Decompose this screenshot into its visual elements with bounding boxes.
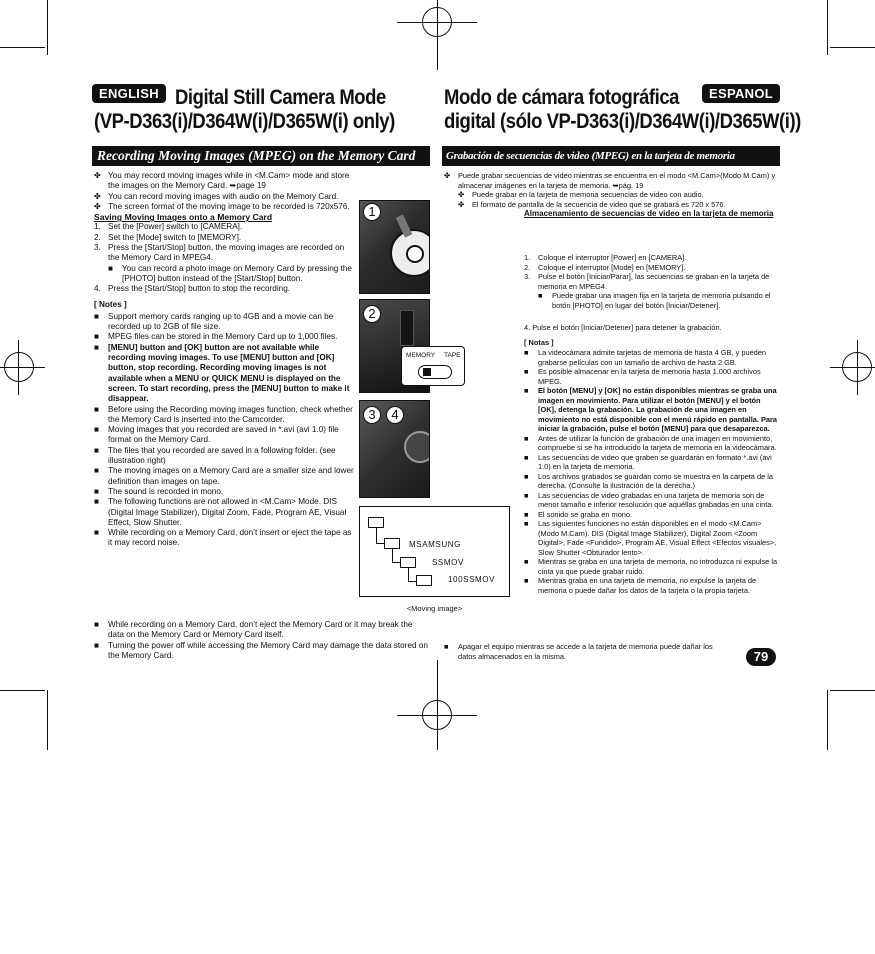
section-band-en: Recording Moving Images (MPEG) on the Memory Card [92,146,430,166]
title-en-line2: (VP-D363(i)/D364W(i)/D365W(i) only) [94,110,395,133]
note-item: ■ Apagar el equipo mientras se accede a la tarjeta de memoria puede dañar los datos almacenados en la misma. [444,642,713,661]
step-item: 2. Set the [Mode] switch to [MEMORY]. [94,232,242,242]
step-item: 2. Coloque el interruptor [Mode] en [MEMORY]. [524,262,686,272]
note-item: ■ El botón [MENU] y [OK] no están disponibles mientras se graba una imagen en movimiento. Para utilizar el botón [MENU] y el botón [OK], detenga la grabación. La grabación de una imagen en movimiento no está disponible con el menú rápido en pantalla. Para iniciar la grabación, pulse el botón [MENU] para que desaparezca. [524,386,778,433]
note-item: ■ Turning the power off while accessing the Memory Card may damage the data stored on the Memory Card. [94,640,428,660]
intro-item: ✤ El formato de pantalla de la secuencia de video que se grabará es 720 x 576. [458,199,726,209]
notes-heading: [ Notas ] [524,337,554,347]
page-number: 79 [746,648,776,666]
espanol-tag: ESPANOL [702,84,780,103]
note-item: ■ Mientras graba en una tarjeta de memoria, no expulse la tarjeta de memoria o puede dañar los datos de la tarjeta o la propia tarjeta. [524,576,757,595]
diagram-caption: <Moving image> [406,604,463,613]
note-item: ■ Las secuencias de video que graben se guardarán en formato *.avi (avi 1.0) en la tarjeta de memoria. [524,452,772,471]
note-item: ■ [MENU] button and [OK] button are not available while recording moving images. To use [MENU] button and [OK] button, stop recording. Recording moving images is not available when a MENU or QUICK MENU is displayed on the screen. To start recording, press the [MENU] button to make it disappear. [94,342,350,404]
note-item: ■ The moving images on a Memory Card are a smaller size and lower definition than images on tape. [94,466,354,486]
spanish-column-last [444,642,720,661]
step-badge-4: 4 [386,406,404,424]
note-item: ■ While recording on a Memory Card, don’t insert or eject the tape as it may record noise. [94,528,352,548]
note-item: ■ Es posible almacenar en la tarjeta de memoria hasta 1.000 archivos MPEG. [524,367,761,386]
intro-item: ✤ Puede grabar secuencias de video mientras se encuentra en el modo <M.Cam>(Modo M.Cam) y almacenar imágenes en la tarjeta de memoria. ➥pág. 19 [444,171,776,190]
folder-diagram [359,506,510,597]
step-subitem: ■ You can record a photo image on Memory Card by pressing the [PHOTO] button instead of the [Start/Stop] button. [108,263,352,283]
step-item: 4. Pulse el botón [Iniciar/Detener] para detener la grabación. [524,323,722,332]
registration-mark-bottom [422,700,452,730]
note-item: ■ La videocámara admite tarjetas de memoria de hasta 4 GB, y pueden grabarse películas con un tamaño de archivo de hasta 2 GB. [524,348,767,367]
mode-slider [418,365,452,379]
english-column-wide [94,620,430,661]
note-item: ■ Los archivos grabados se guardan como se muestra en la carpeta de la derecha. (Consulte la ilustración de la derecha.) [524,471,773,490]
intro-item: ✤ The screen format of the moving image to be recorded is 720x576. [94,201,350,211]
step-subitem: ■ Puede grabar una imagen fija en la tarjeta de memoria pulsando el botón [PHOTO] en lugar del botón [Iniciar/Detener]. [538,291,771,310]
note-item: ■ Las secuencias de video grabadas en una tarjeta de memoria son de menor tamaño e inferior resolución que aquéllas grabadas en una cinta. [524,490,774,509]
step-item: 4. Press the [Start/Stop] button to stop the recording. [94,284,291,294]
step-badge-1: 1 [363,203,381,221]
folder-100ssmov: 100SSMOV [448,575,496,584]
mode-switch-callout [401,346,465,386]
note-item: ■ The sound is recorded in mono. [94,486,224,496]
title-es-line2: digital (sólo VP-D363(i)/D364W(i)/D365W(i)) [444,110,801,133]
folder-icon [384,538,400,549]
note-item: ■ Antes de utilizar la función de grabación de una imagen en movimiento, compruebe si se ha introducido la tarjeta de memoria en la videocámara. [524,433,777,452]
saving-heading: Almacenamiento de secuencias de video en la tarjeta de memoria [524,209,774,218]
title-en-line1: Digital Still Camera Mode [175,86,386,109]
trim-mark-tl-v [47,0,48,55]
registration-mark-top [422,7,452,37]
trim-mark-tl-h [0,47,45,48]
saving-heading: Saving Moving Images onto a Memory Card [94,212,273,223]
tape-label: TAPE [444,352,461,359]
intro-item: ✤ You may record moving images while in <M.Cam> mode and store the images on the Memory Card. ➥page 19 [94,171,350,191]
note-item: ■ Support memory cards ranging up to 4GB and a movie can be recorded up to 2GB of file size. [94,311,334,332]
note-item: ■ The following functions are not allowed in <M.Cam> Mode. DIS (Digital Image Stabilizer), Digital Zoom, Fade, Program AE, Visual Effect, Slow Shutter. [94,497,347,527]
trim-mark-tr-h [830,47,875,48]
english-tag: ENGLISH [92,84,166,103]
step-badge-2: 2 [363,305,381,323]
registration-mark-left [4,352,34,382]
title-es-line1: Modo de cámara fotográfica [444,86,680,109]
folder-icon [400,557,416,568]
note-item: ■ Las siguientes funciones no están disponibles en el modo <M.Cam>(Modo M.Cam). DIS (Digital Image Stabilizer), Digital Zoom <Zoom Digital>, Fade <Fundido>, Program AE, Visual Effect <Efectos visuales>, Slow Shutter <Obturador lento>. [524,519,777,557]
intro-item: ✤ Puede grabar en la tarjeta de memoria secuencias de video con audio. [458,190,704,199]
trim-mark-bl-v [47,690,48,750]
note-item: ■ Moving images that you recorded are saved in *.avi (avi 1.0) file format on the Memory Card. [94,425,339,445]
notes-heading: [ Notes ] [94,299,127,309]
step-badge-3: 3 [363,406,381,424]
folder-ssmov: SSMOV [432,558,464,567]
folder-msamsung: MSAMSUNG [409,540,461,549]
step-item: 1. Coloque el interruptor [Power] en [CAMERA]. [524,253,687,262]
note-item: ■ El sonido se graba en mono. [524,509,633,519]
step-item: 3. Pulse el botón [Iniciar/Parar], las secuencias se graban en la tarjeta de memoria en MPEG4. [524,272,770,291]
step-item: 3. Press the [Start/Stop] button, the moving images are recorded on the Memory Card in MPEG4. [94,243,345,263]
trim-mark-br-v [827,690,828,750]
note-item: ■ MPEG files can be stored in the Memory Card up to 1,000 files. [94,332,338,342]
note-item: ■ Mientras se graba en una tarjeta de memoria, no introduzca ni expulse la cinta ya que puede grabar ruido. [524,557,778,576]
note-item: ■ The files that you recorded are saved in a following folder. (see illustration right) [94,445,336,466]
trim-mark-br-h [830,690,875,691]
note-item: ■ While recording on a Memory Card, don’t eject the Memory Card or it may break the data on the Memory Card or Memory Card itself. [94,620,413,640]
folder-icon [416,575,432,586]
note-item: ■ Before using the Recording moving images function, check whether the Memory Card is inserted into the Camcorder. [94,404,353,424]
section-band-es: Grabación de secuencias de video (MPEG) en la tarjeta de memoria [442,146,780,166]
memory-label: MEMORY [406,352,436,359]
trim-mark-bl-h [0,690,45,691]
spanish-column-steps [524,253,780,310]
registration-mark-right [842,352,872,382]
folder-icon [368,517,384,528]
intro-item: ✤ You can record moving images with audio on the Memory Card. [94,191,339,201]
spanish-column-notes [524,323,780,595]
step-item: 1. Set the [Power] switch to [CAMERA]. [94,222,243,232]
trim-mark-tr-v [827,0,828,55]
english-column [94,171,356,549]
spanish-column [444,171,780,219]
